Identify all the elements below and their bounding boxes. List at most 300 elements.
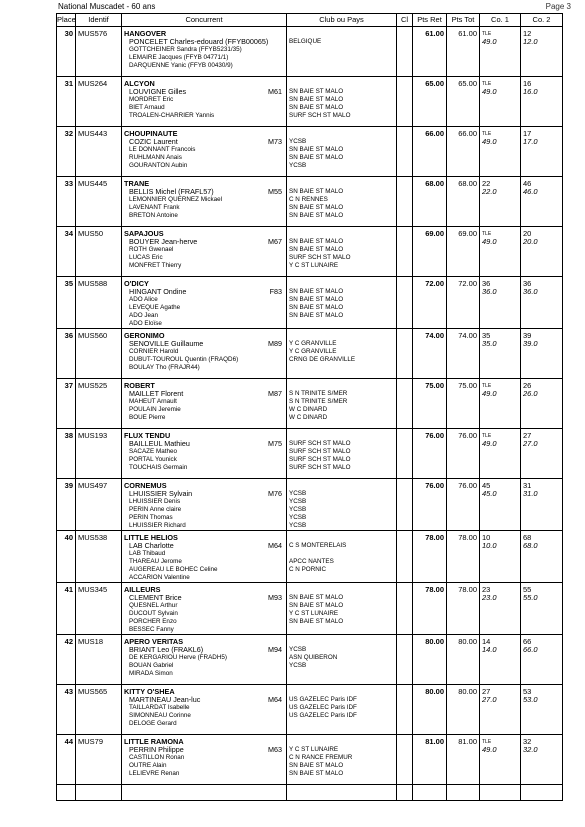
course-1-cell (480, 329, 521, 379)
club-spacer (289, 534, 394, 542)
crew-member: SIMONNEAU Corinne (129, 712, 191, 719)
club-cell (287, 127, 397, 177)
results-body (57, 27, 563, 801)
club-name: SN BAIE ST MALO (289, 204, 344, 211)
table-row (57, 735, 563, 785)
club-name: YCSB (289, 506, 307, 513)
boat-id-cell: MUS443 (76, 127, 122, 177)
club-spacer (289, 638, 394, 646)
boat-name: HANGOVER (124, 29, 167, 38)
crew-member: THAREAU Jerome (129, 558, 182, 565)
course-1-cell (480, 379, 521, 429)
skipper-name (124, 238, 284, 246)
club-spacer (289, 738, 394, 746)
pts-tot-cell: 65.00 (447, 77, 480, 127)
course-2-cell (521, 127, 563, 177)
course-2-cell (521, 277, 563, 329)
pts-tot-cell: 68.00 (447, 177, 480, 227)
competitor-cell (122, 277, 287, 329)
table-row (57, 685, 563, 735)
course-2-cell (521, 735, 563, 785)
skipper-text: LAB Charlotte (129, 541, 174, 550)
course-1-cell (480, 429, 521, 479)
course-1-cell (480, 531, 521, 583)
class-cell (397, 77, 413, 127)
boat-id-cell: MUS193 (76, 429, 122, 479)
place-cell: 36 (57, 329, 76, 379)
category-code: M64 (268, 695, 282, 704)
crew-member: LE DONNANT Francois (129, 146, 196, 153)
competitor-cell (122, 177, 287, 227)
club-name: SN BAIE ST MALO (289, 154, 344, 161)
skipper-text: CLEMENT Brice (129, 593, 182, 602)
crew-member: SACAZE Matheo (129, 448, 177, 455)
pts-tot-cell: 76.00 (447, 479, 480, 531)
class-cell (397, 735, 413, 785)
club-name: US GAZELEC Paris IDF (289, 712, 357, 719)
category-code: M73 (268, 137, 282, 146)
club-spacer (289, 432, 394, 440)
category-code: M67 (268, 237, 282, 246)
pts-tot-cell: 69.00 (447, 227, 480, 277)
crew-member: LELIEVRE Renan (129, 770, 180, 777)
club-name (289, 550, 394, 558)
course-2-cell (521, 531, 563, 583)
course-2-raw: 46 (523, 179, 532, 188)
boat-name: AILLEURS (124, 585, 161, 594)
skipper-name (124, 188, 284, 196)
category-code: M94 (268, 645, 282, 654)
club-name: US GAZELEC Paris IDF (289, 696, 357, 703)
boat-name: LITTLE RAMONA (124, 737, 184, 746)
competitor-cell (122, 479, 287, 531)
crew-member: BIET Arnaud (129, 104, 165, 111)
pts-tot-cell: 72.00 (447, 277, 480, 329)
club-spacer (289, 482, 394, 490)
course-2-raw: 26 (523, 381, 532, 390)
place-cell: 38 (57, 429, 76, 479)
club-name: SN BAIE ST MALO (289, 146, 344, 153)
course-1-raw: TLE (482, 383, 492, 389)
category-code: M76 (268, 489, 282, 498)
skipper-text: MARTINEAU Jean-luc (129, 695, 201, 704)
crew-member: GOTTCHEINER Sandra (FFYB5231/35) (129, 46, 242, 53)
course-2-cell (521, 479, 563, 531)
boat-id-cell: MUS538 (76, 531, 122, 583)
club-name: Y C GRANVILLE (289, 348, 337, 355)
place-cell: 40 (57, 531, 76, 583)
crew-member: MIRADA Simon (129, 670, 173, 677)
club-name: SURF SCH ST MALO (289, 448, 351, 455)
club-name: SN BAIE ST MALO (289, 238, 344, 245)
course-2-net: 27.0 (523, 439, 538, 448)
course-2-raw: 27 (523, 431, 532, 440)
boat-id-cell: MUS18 (76, 635, 122, 685)
skipper-text: COZIC Laurent (129, 137, 178, 146)
col-header-course-1: Co. 1 (480, 14, 521, 27)
skipper-text: BOUYER Jean-herve (129, 237, 198, 246)
course-2-raw: 36 (523, 279, 532, 288)
course-1-cell (480, 77, 521, 127)
club-name: YCSB (289, 498, 307, 505)
course-1-net: 27.0 (482, 695, 497, 704)
class-cell (397, 635, 413, 685)
course-2-net: 66.0 (523, 645, 538, 654)
skipper-text: HINGANT Ondine (129, 287, 187, 296)
pts-ret-cell: 69.00 (413, 227, 447, 277)
club-name: YCSB (289, 522, 307, 529)
pts-ret-cell: 72.00 (413, 277, 447, 329)
course-2-raw: 55 (523, 585, 532, 594)
club-name: Y C ST LUNAIRE (289, 262, 339, 269)
competitor-cell (122, 635, 287, 685)
crew-member: ADO Alice (129, 296, 158, 303)
skipper-name (124, 38, 284, 46)
club-name: Y C ST LUNAIRE (289, 746, 339, 753)
pts-ret-cell: 68.00 (413, 177, 447, 227)
skipper-name (124, 440, 284, 448)
club-spacer (289, 332, 394, 340)
course-2-cell (521, 177, 563, 227)
category-code: M55 (268, 187, 282, 196)
col-header-class: Cl (397, 14, 413, 27)
skipper-name (124, 138, 284, 146)
club-cell (287, 177, 397, 227)
course-1-cell (480, 127, 521, 177)
skipper-name (124, 696, 284, 704)
place-cell: 43 (57, 685, 76, 735)
crew-member: PORCHER Enzo (129, 618, 177, 625)
club-cell (287, 735, 397, 785)
course-1-cell (480, 583, 521, 635)
club-name: SN BAIE ST MALO (289, 212, 344, 219)
filler-cell (480, 785, 521, 801)
course-2-raw: 20 (523, 229, 532, 238)
club-spacer (289, 382, 394, 390)
course-1-net: 45.0 (482, 489, 497, 498)
class-cell (397, 329, 413, 379)
table-row (57, 329, 563, 379)
club-name: W C DINARD (289, 414, 328, 421)
crew-member: LAB Thibaud (129, 550, 166, 557)
club-name: C S MONTERELAIS (289, 542, 347, 549)
place-cell: 35 (57, 277, 76, 329)
club-name: SN BAIE ST MALO (289, 104, 344, 111)
col-header-place: Place (57, 14, 76, 27)
boat-id-cell: MUS264 (76, 77, 122, 127)
crew-member: TOUCHAIS Germain (129, 464, 188, 471)
course-2-raw: 68 (523, 533, 532, 542)
crew-member: LHUISSIER Richard (129, 522, 186, 529)
club-cell (287, 429, 397, 479)
boat-name: KITTY O'SHEA (124, 687, 175, 696)
place-cell: 42 (57, 635, 76, 685)
skipper-text: LOUVIGNE Gilles (129, 87, 187, 96)
club-name: ASN QUIBERON (289, 654, 338, 661)
club-name: SURF SCH ST MALO (289, 464, 351, 471)
club-cell (287, 27, 397, 77)
course-1-raw: 14 (482, 637, 491, 646)
pts-ret-cell: 80.00 (413, 685, 447, 735)
pts-ret-cell: 80.00 (413, 635, 447, 685)
crew-member: DARQUENNE Yanic (FFYB 00430/9) (129, 62, 233, 69)
pts-ret-cell: 78.00 (413, 583, 447, 635)
club-name: SN BAIE ST MALO (289, 296, 344, 303)
course-1-raw: TLE (482, 131, 492, 137)
place-cell: 31 (57, 77, 76, 127)
club-cell (287, 531, 397, 583)
club-cell (287, 329, 397, 379)
crew-member: DUCOUT Sylvain (129, 610, 178, 617)
course-2-net: 12.0 (523, 37, 538, 46)
col-header-pts-tot: Pts Tot (447, 14, 480, 27)
filler-cell (287, 785, 397, 801)
course-1-cell (480, 277, 521, 329)
table-row (57, 379, 563, 429)
club-spacer (289, 280, 394, 288)
class-cell (397, 379, 413, 429)
skipper-text: MAILLET Florent (129, 389, 184, 398)
boat-name: CHOUPINAUTE (124, 129, 178, 138)
crew-member: ADO Eloïse (129, 320, 162, 327)
boat-id-cell: MUS560 (76, 329, 122, 379)
club-cell (287, 277, 397, 329)
pts-tot-cell: 80.00 (447, 685, 480, 735)
course-1-raw: 10 (482, 533, 491, 542)
boat-id-cell: MUS588 (76, 277, 122, 329)
course-2-net: 39.0 (523, 339, 538, 348)
table-row (57, 27, 563, 77)
course-1-raw: 35 (482, 331, 491, 340)
class-cell (397, 227, 413, 277)
pts-tot-cell: 74.00 (447, 329, 480, 379)
club-name: SURF SCH ST MALO (289, 112, 351, 119)
course-1-net: 23.0 (482, 593, 497, 602)
course-2-cell (521, 685, 563, 735)
document-title: National Muscadet - 60 ans (58, 2, 156, 11)
club-name: YCSB (289, 162, 307, 169)
table-row (57, 227, 563, 277)
course-1-cell (480, 177, 521, 227)
club-name: W C DINARD (289, 406, 328, 413)
competitor-cell (122, 685, 287, 735)
crew-member: BOULAY Tho (FRAJR44) (129, 364, 200, 371)
course-2-net: 55.0 (523, 593, 538, 602)
course-1-net: 49.0 (482, 745, 497, 754)
course-1-cell (480, 227, 521, 277)
club-name: YCSB (289, 646, 307, 653)
course-2-net: 31.0 (523, 489, 538, 498)
filler-row (57, 785, 563, 801)
place-cell: 39 (57, 479, 76, 531)
category-code: M89 (268, 339, 282, 348)
crew-member: AUGEREAU LE BOHEC Celine (129, 566, 218, 573)
competitor-cell (122, 379, 287, 429)
category-code: F83 (269, 287, 282, 296)
category-code: M64 (268, 541, 282, 550)
club-name: SN BAIE ST MALO (289, 602, 344, 609)
competitor-cell (122, 77, 287, 127)
boat-name: LITTLE HELIOS (124, 533, 178, 542)
filler-cell (122, 785, 287, 801)
course-1-net: 49.0 (482, 37, 497, 46)
course-2-cell (521, 27, 563, 77)
crew-member: POULAIN Jeremie (129, 406, 181, 413)
class-cell (397, 429, 413, 479)
club-cell (287, 227, 397, 277)
pts-ret-cell: 66.00 (413, 127, 447, 177)
crew-member: DE KERGARIOU Herve (FRADH5) (129, 654, 227, 661)
competitor-cell (122, 583, 287, 635)
crew-member: LEMAIRE Jacques (FFYB 04771/1) (129, 54, 229, 61)
boat-name: ALCYON (124, 79, 155, 88)
pts-ret-cell: 81.00 (413, 735, 447, 785)
club-name: SN BAIE ST MALO (289, 88, 344, 95)
course-1-net: 35.0 (482, 339, 497, 348)
boat-id-cell: MUS576 (76, 27, 122, 77)
course-2-net: 46.0 (523, 187, 538, 196)
club-spacer (289, 688, 394, 696)
boat-name: ROBERT (124, 381, 155, 390)
boat-id-cell: MUS50 (76, 227, 122, 277)
place-cell: 34 (57, 227, 76, 277)
skipper-name (124, 746, 284, 754)
class-cell (397, 277, 413, 329)
crew-member: CORNIER Harold (129, 348, 179, 355)
table-row (57, 177, 563, 227)
pts-ret-cell: 78.00 (413, 531, 447, 583)
pts-tot-cell: 61.00 (447, 27, 480, 77)
skipper-name (124, 88, 284, 96)
course-1-net: 49.0 (482, 87, 497, 96)
course-2-cell (521, 429, 563, 479)
course-1-raw: TLE (482, 81, 492, 87)
col-header-concurrent: Concurrent (122, 14, 287, 27)
boat-id-cell: MUS525 (76, 379, 122, 429)
col-header-course-2: Co. 2 (521, 14, 563, 27)
skipper-name (124, 542, 284, 550)
skipper-text: LHUISSIER Sylvain (129, 489, 193, 498)
pts-tot-cell: 78.00 (447, 583, 480, 635)
skipper-name (124, 490, 284, 498)
table-row (57, 583, 563, 635)
category-code: M63 (268, 745, 282, 754)
crew-member: TAILLARDAT Isabelle (129, 704, 190, 711)
filler-cell (521, 785, 563, 801)
boat-name: FLUX TENDU (124, 431, 171, 440)
club-cell (287, 379, 397, 429)
course-2-raw: 12 (523, 29, 532, 38)
crew-member: GOURANTON Aubin (129, 162, 188, 169)
club-name: C N PORNIC (289, 566, 327, 573)
place-cell: 33 (57, 177, 76, 227)
header-row (57, 14, 563, 27)
club-name: US GAZELEC Paris IDF (289, 704, 357, 711)
boat-name: TRANE (124, 179, 150, 188)
category-code: M93 (268, 593, 282, 602)
col-header-club: Club ou Pays (287, 14, 397, 27)
boat-name: SAPAJOUS (124, 229, 164, 238)
class-cell (397, 127, 413, 177)
club-cell (287, 685, 397, 735)
filler-cell (447, 785, 480, 801)
club-spacer (289, 586, 394, 594)
club-spacer (289, 80, 394, 88)
skipper-name (124, 340, 284, 348)
course-1-raw: 23 (482, 585, 491, 594)
boat-name: CORNEMUS (124, 481, 167, 490)
club-name: YCSB (289, 490, 307, 497)
boat-id-cell: MUS445 (76, 177, 122, 227)
club-name: SN BAIE ST MALO (289, 618, 344, 625)
crew-member: MORDRET Eric (129, 96, 174, 103)
category-code: M75 (268, 439, 282, 448)
club-name: SURF SCH ST MALO (289, 254, 351, 261)
competitor-cell (122, 329, 287, 379)
skipper-text: PONCELET Charles-edouard (FFYB00065) (129, 37, 269, 46)
club-name: YCSB (289, 662, 307, 669)
course-1-raw: 36 (482, 279, 491, 288)
skipper-text: BELLIS Michel (FRAFL57) (129, 187, 214, 196)
course-2-net: 53.0 (523, 695, 538, 704)
club-name: S N TRINITE S/MER (289, 398, 348, 405)
pts-ret-cell: 65.00 (413, 77, 447, 127)
crew-member: ACCARION Valentine (129, 574, 190, 581)
course-1-raw: 27 (482, 687, 491, 696)
course-1-cell (480, 735, 521, 785)
place-cell: 30 (57, 27, 76, 77)
competitor-cell (122, 127, 287, 177)
col-header-identif: Identif (76, 14, 122, 27)
club-name: SN BAIE ST MALO (289, 762, 344, 769)
competitor-cell (122, 227, 287, 277)
place-cell: 41 (57, 583, 76, 635)
course-1-raw: TLE (482, 739, 492, 745)
filler-cell (76, 785, 122, 801)
club-name: SN BAIE ST MALO (289, 288, 344, 295)
course-2-cell (521, 635, 563, 685)
course-2-net: 20.0 (523, 237, 538, 246)
skipper-name (124, 390, 284, 398)
course-2-net: 36.0 (523, 287, 538, 296)
boat-id-cell: MUS565 (76, 685, 122, 735)
course-2-net: 68.0 (523, 541, 538, 550)
course-1-raw: TLE (482, 231, 492, 237)
table-row (57, 479, 563, 531)
class-cell (397, 583, 413, 635)
club-name: CRNG DE GRANVILLE (289, 356, 356, 363)
boat-id-cell: MUS79 (76, 735, 122, 785)
course-2-net: 16.0 (523, 87, 538, 96)
table-row (57, 635, 563, 685)
crew-member: LEVEQUE Agathe (129, 304, 181, 311)
course-2-net: 26.0 (523, 389, 538, 398)
club-name: SN BAIE ST MALO (289, 312, 344, 319)
class-cell (397, 685, 413, 735)
crew-member: LHUISSIER Denis (129, 498, 181, 505)
skipper-text: BRIANT Leo (FRAKL6) (129, 645, 204, 654)
course-1-cell (480, 27, 521, 77)
skipper-text: PERRIN Philippe (129, 745, 184, 754)
course-1-net: 14.0 (482, 645, 497, 654)
crew-member: PERIN Thomas (129, 514, 173, 521)
course-1-net: 49.0 (482, 389, 497, 398)
place-cell: 37 (57, 379, 76, 429)
club-name: SN BAIE ST MALO (289, 96, 344, 103)
crew-member: CASTILLON Ronan (129, 754, 185, 761)
crew-member: DELOGE Gerard (129, 720, 177, 727)
boat-id-cell: MUS345 (76, 583, 122, 635)
